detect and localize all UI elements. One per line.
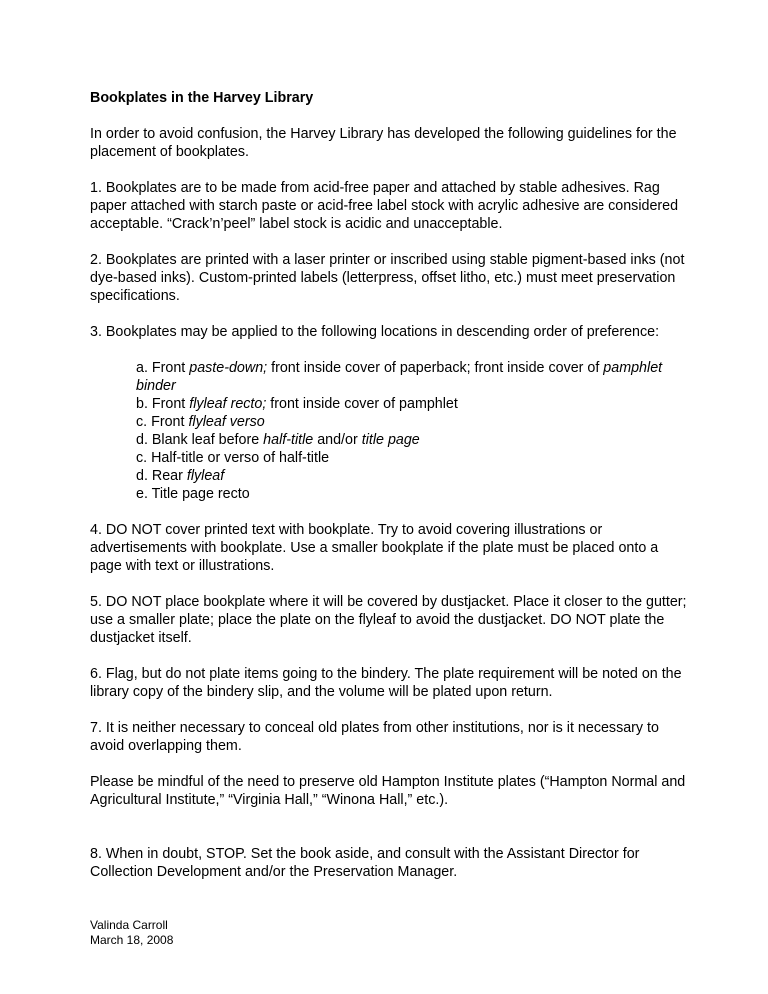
rule-1: 1. Bookplates are to be made from acid-free paper and attached by stable adhesives. Rag paper attached with starch paste or acid-free label stock with acrylic adhesive are considered acceptable. “Crack’n’peel” label stock is acidic and unacceptable.: [90, 180, 679, 232]
list-item: c. Half-title or verso of half-title: [136, 450, 330, 466]
intro-paragraph: In order to avoid confusion, the Harvey Library has developed the following guidelines for the placement of bookplates.: [90, 126, 677, 160]
rule-8: 8. When in doubt, STOP. Set the book aside, and consult with the Assistant Director for Collection Development and/or the Preservation Manager.: [90, 846, 640, 880]
document-body: [90, 89, 690, 881]
list-item: e. Title page recto: [136, 486, 250, 502]
list-item: d. Rear flyleaf: [136, 468, 225, 484]
footer-date: March 18, 2008: [90, 933, 174, 947]
rule-3: 3. Bookplates may be applied to the following locations in descending order of preference:: [90, 324, 660, 340]
rule-4: 4. DO NOT cover printed text with bookplate. Try to avoid covering illustrations or advertisements with bookplate. Use a smaller bookplate if the plate must be placed onto a page with text or illustrations.: [90, 522, 659, 574]
rule-6: 6. Flag, but do not plate items going to the bindery. The plate requirement will be noted on the library copy of the bindery slip, and the volume will be plated upon return.: [90, 666, 682, 700]
rule-5: 5. DO NOT place bookplate where it will be covered by dustjacket. Place it closer to the gutter; use a smaller plate; place the plate on the flyleaf to avoid the dustjacket. DO NOT plate the dustjacket itself.: [90, 594, 687, 646]
document-footer: [90, 918, 173, 948]
rule-7: 7. It is neither necessary to conceal old plates from other institutions, nor is it necessary to avoid overlapping them.: [90, 720, 659, 754]
list-item: c. Front flyleaf verso: [136, 414, 265, 430]
hampton-note: Please be mindful of the need to preserve old Hampton Institute plates (“Hampton Normal and Agricultural Institute,” “Virginia Hall,” “Winona Hall,” etc.).: [90, 774, 686, 808]
rule-2: 2. Bookplates are printed with a laser printer or inscribed using stable pigment-based inks (not dye-based inks). Custom-printed labels (letterpress, offset litho, etc.) must meet preservation specifications.: [90, 252, 685, 304]
document-title: Bookplates in the Harvey Library: [90, 90, 314, 106]
list-item: b. Front flyleaf recto; front inside cover of pamphlet: [136, 396, 458, 412]
list-item: a. Front paste-down; front inside cover of paperback; front inside cover of pamphlet binder: [136, 360, 663, 394]
location-list: [90, 359, 690, 503]
footer-author: Valinda Carroll: [90, 918, 168, 932]
list-item: d. Blank leaf before half-title and/or title page: [136, 432, 420, 448]
